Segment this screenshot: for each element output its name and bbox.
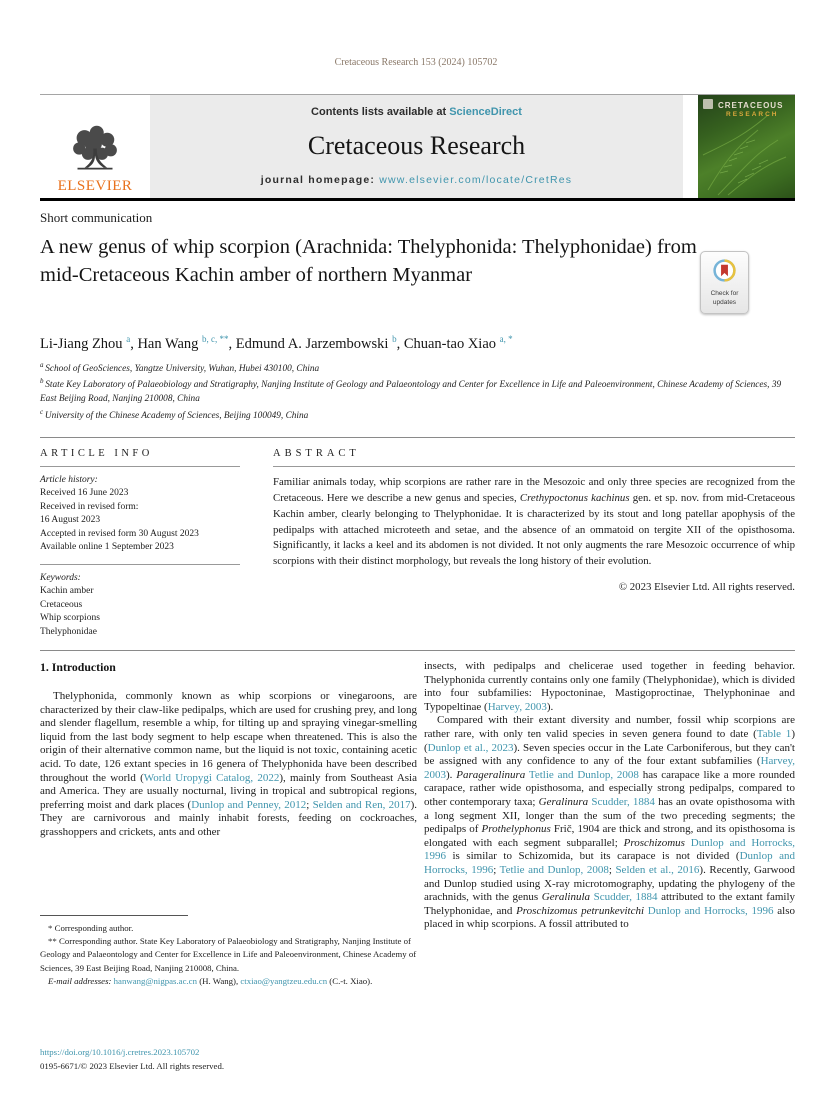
text-run: ; — [493, 863, 500, 876]
intro-paragraph-1-continued — [424, 660, 795, 714]
text-run: ). — [546, 700, 554, 713]
inline-link[interactable]: Harvey, 2003 — [424, 755, 795, 781]
article-info-heading: ARTICLE INFO — [40, 448, 153, 459]
text-run: , — [228, 335, 236, 352]
keyword: Kachin amber — [40, 586, 94, 597]
doi-block — [40, 1046, 224, 1073]
check-badge-text — [711, 290, 739, 306]
text-run: a, * — [499, 334, 513, 344]
cover-title-line1: CRETACEOUS — [718, 101, 784, 110]
text-run: ; — [608, 863, 616, 876]
contents-lists-line — [311, 106, 522, 118]
keywords-label: Keywords: — [40, 572, 81, 583]
inline-link[interactable]: Harvey, 2003 — [487, 700, 547, 713]
text-run: c — [40, 407, 45, 416]
section-heading-introduction: 1. Introduction — [40, 660, 116, 674]
inline-link[interactable]: Dunlop et al., 2023 — [427, 741, 514, 754]
check-badge-line2: updates — [712, 298, 737, 306]
history-line: Accepted in revised form 30 August 2023 — [40, 528, 199, 539]
text-run: Familiar animals today, whip scorpions are rather rare in the Mesozoic and only three species are recognized from the Cretaceous. Here we describe a new genus and species, — [273, 476, 795, 504]
inline-link[interactable]: Tetlie and Dunlop, 2008 — [528, 768, 639, 781]
sciencedirect-link[interactable]: ScienceDirect — [449, 106, 522, 118]
text-run: (H. Wang), — [197, 975, 241, 986]
text-run: a — [126, 334, 131, 344]
affiliation-c — [40, 407, 788, 423]
keyword: Thelyphonidae — [40, 626, 97, 637]
text-run: Han Wang — [137, 335, 203, 352]
elsevier-tree-icon — [64, 124, 126, 180]
abstract-rule — [273, 466, 795, 467]
contents-lists-label: Contents lists available at — [311, 106, 450, 118]
text-run: University of the Chinese Academy of Sciences, Beijing 100049, China — [44, 410, 309, 421]
author-list — [40, 334, 513, 353]
cover-cell — [683, 95, 795, 199]
text-run: also placed in whip scorpions. A fossil attributed to — [424, 904, 795, 931]
text-run: School of GeoSciences, Yangtze University, Wuhan, Hubei 430100, China — [45, 364, 320, 375]
article-title: A new genus of whip scorpion (Arachnida: Thelyphonida: Thelyphonidae) from mid-Cretaceous Kachin amber of northern Myanmar — [40, 236, 697, 287]
header-thick-rule — [40, 198, 795, 201]
article-type-label: Short communication — [40, 210, 153, 225]
text-run: b — [40, 377, 46, 386]
inline-link[interactable]: Scudder, 1884 — [591, 795, 655, 808]
journal-banner — [150, 95, 683, 199]
text-run: ), mainly from Southeast Asia and America. They are usually nocturnal, living in tropical and subtropical regions, preferring moist and dark places ( — [40, 771, 417, 811]
text-run: Parageralinura — [456, 768, 526, 781]
affiliation-a — [40, 360, 788, 376]
text-run: State Key Laboratory of Palaeobiology and Stratigraphy, Nanjing Institute of Geology and Palaeontology and Center for Excellence in Life and Paleoenvironment, Chinese Academy of Sciences, 39 East Beijing Road, Nanjing 210008, China — [40, 380, 782, 405]
text-run: b — [392, 334, 397, 344]
intro-paragraph-1 — [40, 690, 417, 840]
text-run: Thelyphonida, commonly known as whip scorpions or vinegaroons, are characterized by their claw-like pedipalps, which are used for crushing prey, and long and slender flagellum, resemble a whip, for tilting up and spraying vinegar-smelling liquid from the last body segment to help escape when threatened. This is also the origin of their alternative common name, but the liquid is not toxic, containing acetic acid. To date, 126 extant species in 16 genera of Thelyphonida have been described throughout the world ( — [40, 690, 417, 784]
body-right-column — [424, 660, 795, 932]
elsevier-logo[interactable] — [40, 95, 150, 199]
text-run: ). — [446, 768, 457, 781]
footnote-block — [40, 915, 417, 988]
cover-logo-mark — [703, 99, 713, 109]
text-run: b, c, ** — [202, 334, 229, 344]
history-line: Received in revised form: — [40, 501, 139, 512]
text-run: ; — [306, 798, 313, 811]
history-line: 16 August 2023 — [40, 515, 101, 526]
inline-link[interactable]: Selden and Ren, 2017 — [312, 798, 411, 811]
homepage-link[interactable]: www.elsevier.com/locate/CretRes — [379, 174, 573, 186]
text-run: Proschizomus petrunkevitchi — [516, 904, 645, 917]
affiliation-b — [40, 376, 788, 406]
text-run: Frič, 1904 are thick and strong, and its opisthosoma is elongated with each segment subparallel; — [424, 823, 796, 849]
text-run: ). They are carnivorous and mainly inhabit forests, feeding on cockroaches, grasshoppers and crickets, ants and other — [40, 798, 418, 838]
journal-header-band — [40, 94, 795, 199]
text-run: , — [130, 335, 138, 352]
journal-homepage-line — [261, 174, 572, 186]
keyword: Cretaceous — [40, 599, 83, 610]
crossmark-icon — [712, 258, 737, 288]
article-history — [40, 474, 240, 639]
abstract-column — [273, 438, 795, 593]
affiliations — [40, 360, 788, 423]
copyright-line: © 2023 Elsevier Ltd. All rights reserved. — [618, 580, 795, 593]
abstract-heading: ABSTRACT — [273, 448, 360, 459]
text-run: Chuan-tao Xiao — [403, 335, 500, 352]
keywords-divider — [40, 564, 240, 565]
text-run: ). Recently, Garwood and Dunlop studied using X-ray microtomography, updating the phylogeny of the arachnids, with the genus — [424, 863, 795, 904]
corresponding-author-note-2: ** Corresponding author. State Key Laboratory of Palaeobiology and Stratigraphy, Nanjing Institute of Geology and Palaeontology and Center for Excellence in Life and Paleoenvironment, Chinese Academy of Sciences, 39 East Beijing Road, Nanjing 210008, China. — [40, 936, 417, 973]
inline-link[interactable]: ctxiao@yangtzeu.edu.cn — [240, 975, 328, 986]
text-run: Crethypoctonus kachinus — [519, 491, 630, 504]
history-line: Received 16 June 2023 — [40, 488, 129, 499]
text-run: Geralinura — [538, 795, 589, 808]
head-matter — [40, 437, 795, 651]
text-run: Li-Jiang Zhou — [40, 335, 127, 352]
text-run: Geralinula — [541, 891, 591, 904]
keyword: Whip scorpions — [40, 613, 100, 624]
inline-link[interactable]: Dunlop and Horrocks, 1996 — [424, 850, 795, 876]
text-run: (C.-t. Xiao). — [327, 975, 373, 986]
corresponding-author-note-1: * Corresponding author. — [48, 923, 134, 933]
text-run: insects, with pedipalps and chelicerae used together in feeding behavior. Thelyphonida currently contains only one family (Thelyphonidae), which is divided into four subfamilies: Hypoctoninae, Mastigoproctinae, Thelyphoninae and Typopeltinae ( — [424, 660, 795, 713]
text-run: Proschizomus — [623, 836, 685, 849]
text-run: Edmund A. Jarzembowski — [235, 335, 393, 352]
text-run: gen. et sp. nov. from mid-Cretaceous Kachin amber, clearly belonging to Thelyphonidae. It is characterized by its stout and long patellar apophysis of the pedipalps with attached microteeth and setae, and the absence of an ommatoid on tergite XII of the opisthosoma. Significantly, it lacks a keel and its abdomen is not divided. It not only augments the rare Mesozoic occurrence of whip scorpions with their distinct morphology, but reveals the long history of their evolution. — [273, 491, 795, 568]
history-label: Article history: — [40, 475, 98, 485]
text-run: has an ovate opisthosoma with a long segment XII, longer than the sum of the two preceding segments; the pedipalps of — [424, 795, 795, 836]
email-addresses-line — [40, 975, 417, 988]
text-run: ). Seven species occur in the Late Carboniferous, but they can't be assigned with any confidence to any of the four extant subfamilies ( — [424, 741, 795, 768]
text-run: is similar to Schizomida, but its carapace is not divided ( — [446, 850, 740, 863]
body-left-column — [40, 660, 417, 840]
issn-copyright-line: 0195-6671/© 2023 Elsevier Ltd. All rights reserved. — [40, 1060, 225, 1071]
abstract-text — [273, 475, 795, 570]
article-info-column — [40, 438, 240, 639]
inline-link[interactable]: Tetlie and Dunlop, 2008 — [499, 863, 609, 876]
text-run: ) ( — [424, 727, 795, 754]
text-run: , — [396, 335, 404, 352]
inline-link[interactable]: World Uropygi Catalog, 2022 — [143, 771, 280, 784]
homepage-label: journal homepage: — [260, 174, 380, 186]
text-run: Prothelyphonus — [481, 823, 551, 836]
intro-paragraph-2 — [424, 714, 795, 932]
check-for-updates-badge[interactable] — [700, 251, 749, 314]
text-run: has carapace like a more rounded carapace, rather wide opisthosoma, and especially strong pedipalps, compared to other contemporary taxa; — [424, 768, 795, 808]
inline-link[interactable]: hanwang@nigpas.ac.cn — [113, 975, 197, 986]
journal-cover-image[interactable] — [698, 95, 795, 198]
inline-link[interactable]: Dunlop and Horrocks, 1996 — [647, 904, 774, 917]
inline-link[interactable]: Dunlop and Penney, 2012 — [191, 798, 307, 811]
journal-title: Cretaceous Research — [307, 131, 526, 160]
inline-link[interactable]: Table 1 — [756, 727, 792, 740]
text-run: attributed to the extant family Thelyphonidae, and — [424, 891, 796, 917]
text-run: a — [40, 361, 46, 369]
footnote-rule — [40, 915, 188, 916]
doi-link[interactable]: https://doi.org/10.1016/j.cretres.2023.105702 — [40, 1047, 200, 1057]
text-run: E-mail addresses: — [48, 975, 114, 986]
inline-link[interactable]: Selden et al., 2016 — [615, 863, 700, 876]
inline-link[interactable]: Dunlop and Horrocks, 1996 — [424, 836, 796, 863]
running-head-citation: Cretaceous Research 153 (2024) 105702 — [334, 57, 498, 68]
check-badge-line1: Check for — [710, 290, 739, 298]
elsevier-logo-text: ELSEVIER — [57, 178, 133, 194]
inline-link[interactable]: Scudder, 1884 — [593, 891, 658, 904]
cover-title-line2: RESEARCH — [726, 111, 779, 118]
history-line: Available online 1 September 2023 — [40, 542, 174, 553]
text-run: Compared with their extant diversity and number, fossil whip scorpions are rather rare, with only ten valid species in seven genera found to date ( — [424, 714, 795, 740]
article-info-rule — [40, 466, 240, 467]
